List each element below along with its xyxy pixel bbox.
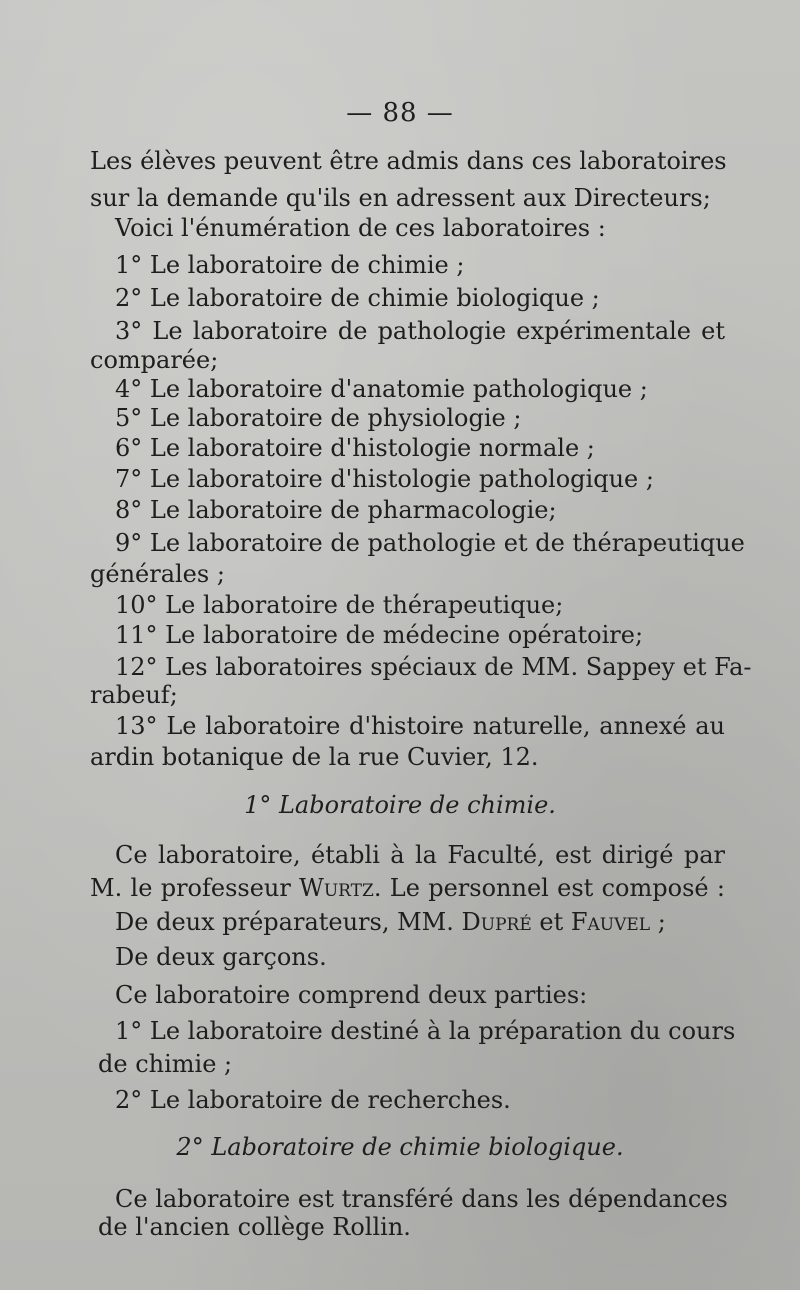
intro-line: Voici l'énumération de ces laboratoires : xyxy=(115,214,606,242)
paragraph-line: de l'ancien collège Rollin. xyxy=(98,1213,411,1241)
paragraph-line: Ce laboratoire comprend deux parties: xyxy=(115,981,588,1009)
paragraph-line: Ce laboratoire, établi à la Faculté, est dirigé par xyxy=(115,841,725,869)
list-item: 11° Le laboratoire de médecine opératoire; xyxy=(115,621,644,649)
list-item-continuation: rabeuf; xyxy=(90,681,178,709)
page-number: — 88 — xyxy=(346,98,454,128)
paragraph-line: 1° Le laboratoire destiné à la préparation du cours xyxy=(115,1017,736,1045)
list-item: 3° Le laboratoire de pathologie expérimentale et xyxy=(115,317,725,345)
paragraph-line: de chimie ; xyxy=(98,1050,233,1078)
list-item-continuation: générales ; xyxy=(90,560,225,588)
paragraph-line: 2° Le laboratoire de recherches. xyxy=(115,1086,511,1114)
list-item: 4° Le laboratoire d'anatomie pathologique ; xyxy=(115,375,648,403)
paragraph-line: De deux préparateurs, MM. Dupré et Fauvel ; xyxy=(115,908,666,936)
person-name: Dupré xyxy=(461,908,532,936)
person-name: Fauvel xyxy=(570,908,651,936)
paragraph-line: De deux garçons. xyxy=(115,943,327,971)
list-item: 7° Le laboratoire d'histologie pathologique ; xyxy=(115,465,654,493)
list-item: 10° Le laboratoire de thérapeutique; xyxy=(115,591,564,619)
list-item: 6° Le laboratoire d'histologie normale ; xyxy=(115,434,595,462)
list-item: 2° Le laboratoire de chimie biologique ; xyxy=(115,284,600,312)
person-name: Wurtz xyxy=(299,874,374,902)
paragraph-line: M. le professeur Wurtz. Le personnel est composé : xyxy=(90,874,725,902)
section-heading: 1° Laboratoire de chimie. xyxy=(244,791,556,819)
list-item: 12° Les laboratoires spéciaux de MM. Sappey et Fa- xyxy=(115,653,752,681)
list-item: 13° Le laboratoire d'histoire naturelle, annexé au xyxy=(115,712,725,740)
list-item: 9° Le laboratoire de pathologie et de thérapeutique xyxy=(115,529,745,557)
list-item: 5° Le laboratoire de physiologie ; xyxy=(115,404,522,432)
paragraph-line: Ce laboratoire est transféré dans les dépendances xyxy=(115,1185,728,1213)
intro-line: sur la demande qu'ils en adressent aux Directeurs; xyxy=(90,184,711,212)
list-item: 1° Le laboratoire de chimie ; xyxy=(115,251,465,279)
list-item-continuation: comparée; xyxy=(90,346,219,374)
list-item-continuation: ardin botanique de la rue Cuvier, 12. xyxy=(90,743,539,771)
intro-line: Les élèves peuvent être admis dans ces laboratoires xyxy=(90,147,727,175)
list-item: 8° Le laboratoire de pharmacologie; xyxy=(115,496,557,524)
section-heading: 2° Laboratoire de chimie biologique. xyxy=(176,1133,624,1161)
